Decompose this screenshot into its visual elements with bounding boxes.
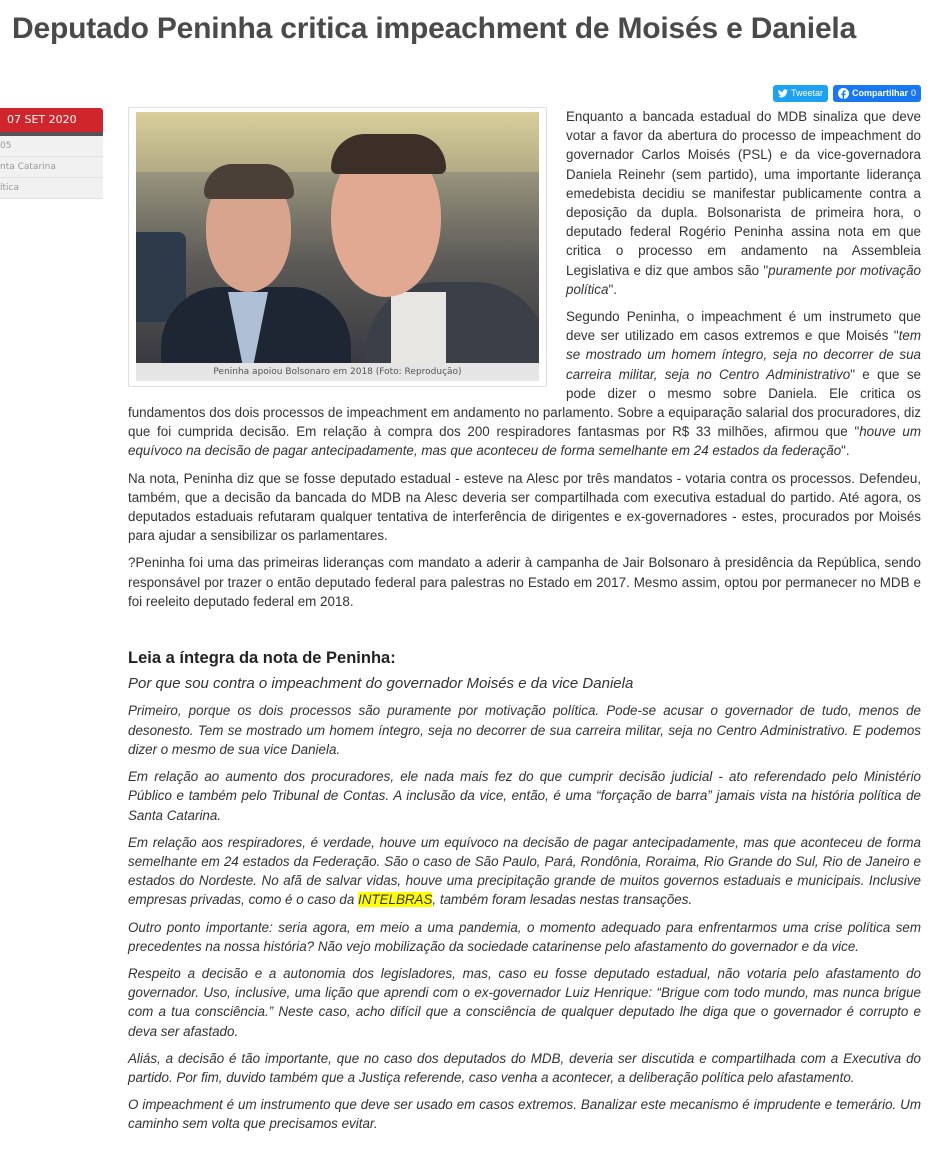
note-paragraph: Em relação aos respiradores, é verdade, houve um equívoco na decisão de pagar antecipadamente, mas que aconteceu de forma semelhante em 24 estados da Federação. São o caso de São Paulo, Pará, Rondônia, Roraima, Rio Grande do Sul, Rio de Janeiro e estados do Nordeste. No afã de salvar vidas, houve uma precipitação grande de muitos governos estaduais e municipais. Inclusive empresas privadas, como é o caso da INTELBRAS, também foram lesadas nestas transações. [128,834,921,908]
note-paragraph: Primeiro, porque os dois processos são puramente por motivação política. Pode-se acusar o governador de tudo, menos de desonesto. Tem se mostrado um homem íntegro, seja no decorrer de sua carreira militar, seja no Centro Administrativo. E podemos dizer o mesmo de sua vice Daniela. [128,703,921,757]
meta-item[interactable]: nta Catarina [0,157,103,178]
note-paragraph: Respeito a decisão e a autonomia dos legisladores, mas, caso eu fosse deputado estadual, não votaria pelo afastamento do governador. Uso, inclusive, uma lição que aprendi com o ex-governador Luiz Henrique: “Brigue com todo mundo, mas nunca brigue com a tua consciência.” Neste caso, acho difícil que a consciência de qualquer deputado lhe diga que o governador é corrupto e deva ser afastado. [128,965,921,1039]
paragraph: Na nota, Peninha diz que se fosse deputado estadual - esteve na Alesc por três mandatos - votaria contra os processos. Defendeu, também, que a decisão da bancada do MDB na Alesc deveria ser compartilhada com executiva estadual do partido. Até agora, os deputados estaduais refutaram qualquer tentativa de interferência de dirigentes e ex-governadores - estes, procurados por Moisés para ajudar a sensibilizar os parlamentares. [128,470,921,544]
meta-item[interactable]: ítica [0,178,103,199]
paragraph: Segundo Peninha, o impeachment é um instrumeto que deve ser utilizado em casos extremos e que Moisés "tem se mostrado um homem íntegro, seja no decorrer de sua carreira militar, seja no Centro Administrativo" e que se pode dizer o mesmo sobre Daniela. Ele critica os fundamentos dos dois processos de impeachment em andamento no parlamento. Sobre a equiparação salarial dos procuradores, diz que foi cumprida decisão. Em relação à compra dos 200 respiradores fantasmas por R$ 33 milhões, afirmou que "houve um equívoco na decisão de pagar antecipadamente, mas que aconteceu de forma semelhante em 24 estados da federação". [128,309,922,459]
article-date: 07 SET 2020 [0,108,103,136]
note-heading: Leia a íntegra da nota de Peninha: [128,649,396,668]
article-body [128,107,921,1142]
facebook-icon [838,88,849,99]
note-paragraph: Em relação ao aumento dos procuradores, ele nada mais fez do que cumprir decisão judicial - ato referendado pelo Ministério Público e também pelo Tribunal de Contas. A inclusão da vice, então, é uma “forçação de barra” jamais vista na história política de Santa Catarina. [128,769,921,823]
article-figure [128,107,547,387]
article-meta-sidebar [0,108,103,199]
twitter-icon [778,89,788,98]
page-title: Deputado Peninha critica impeachment de Moisés e Daniela [12,12,857,45]
highlighted-term: INTELBRAS [358,892,433,908]
share-buttons [773,85,921,102]
note-paragraph: O impeachment é um instrumento que deve ser usado em casos extremos. Banalizar este mecanismo é imprudente e temerário. Um caminho sem volta que precisamos evitar. [128,1097,921,1132]
paragraph: Enquanto a bancada estadual do MDB sinaliza que deve votar a favor da abertura do processo de impeachment do governador Carlos Moisés (PSL) e da vice-governadora Daniela Reinehr (sem partido), uma importante liderança emedebista decidiu se manifestar publicamente contra a deposição da dupla. Bolsonarista de primeira hora, o deputado federal Rogério Peninha assina nota em que critica o processo em andamento na Assembleia Legislativa e diz que ambos são "puramente por motivação política". [566,109,921,297]
paragraph: ?Peninha foi uma das primeiras lideranças com mandato a aderir à campanha de Jair Bolsonaro à presidência da República, sendo responsável por trazer o então deputado federal para palestras no Estado em 2017. Mesmo assim, optou por permanecer no MDB e foi reeleito deputado federal em 2018. [128,555,921,609]
note-paragraph: Aliás, a decisão é tão importante, que no caso dos deputados do MDB, deveria ser discutida e compartilhada com a Executiva do partido. Por fim, duvido também que a Justiça referende, caso venha a acontecer, a deliberação política pelo afastamento. [128,1050,921,1085]
meta-item[interactable]: 05 [0,136,103,157]
note-paragraph: Outro ponto importante: seria agora, em meio a uma pandemia, o momento adequado para enfrentarmos uma crise política sem precedentes na nossa história? Não vejo mobilização da sociedade catarinense pelo afastamento do governador e da vice. [128,919,921,954]
tweet-button[interactable]: Tweetar [773,85,828,102]
photo-caption: Peninha apoiou Bolsonaro em 2018 (Foto: Reprodução) [136,363,539,381]
facebook-share-button[interactable]: Compartilhar 0 [833,85,921,102]
note-title: Por que sou contra o impeachment do governador Moisés e da vice Daniela [128,675,634,693]
article-photo [136,112,539,363]
